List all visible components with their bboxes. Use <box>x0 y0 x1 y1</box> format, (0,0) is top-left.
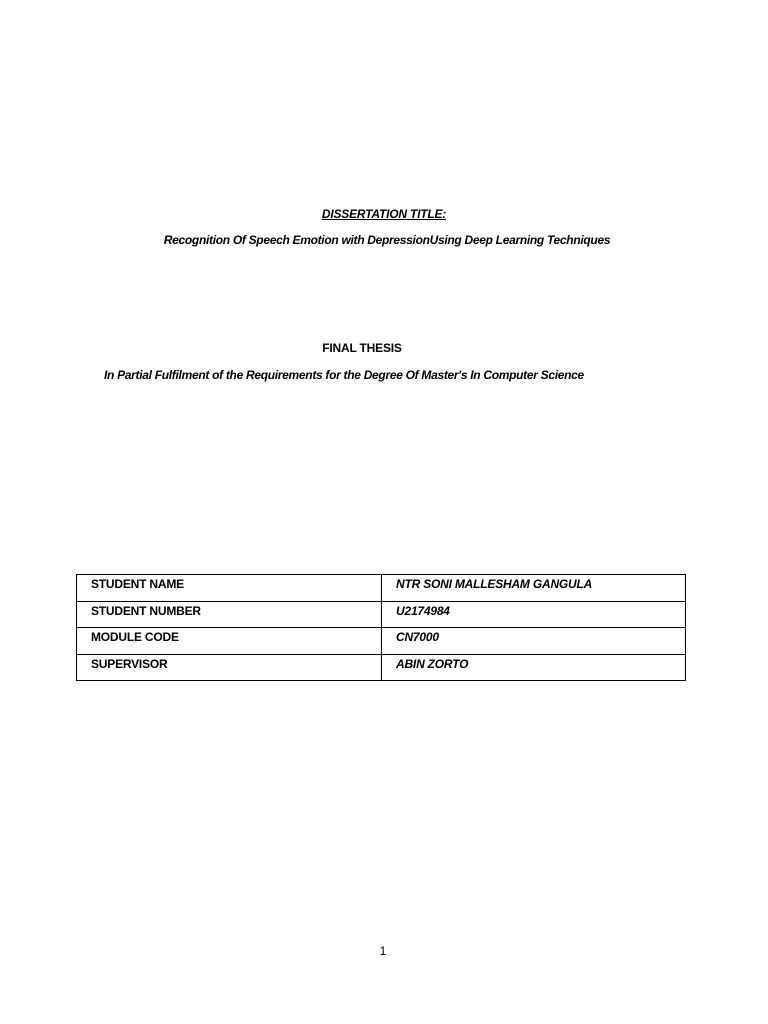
table-row <box>77 628 686 655</box>
student-number-label: STUDENT NUMBER <box>77 601 382 628</box>
page-number: 1 <box>379 944 387 958</box>
table-row <box>77 601 686 628</box>
module-code-value: CN7000 <box>382 628 686 655</box>
dissertation-title-label: DISSERTATION TITLE: <box>321 207 447 221</box>
table-row <box>77 654 686 681</box>
dissertation-title: Recognition Of Speech Emotion with DepressionUsing Deep Learning Techniques <box>163 233 611 247</box>
student-info-table <box>76 574 686 681</box>
supervisor-label: SUPERVISOR <box>77 654 382 681</box>
table-row <box>77 575 686 602</box>
fulfilment-statement: In Partial Fulfilment of the Requirements for the Degree Of Master's In Computer Science <box>104 368 584 382</box>
student-number-value: U2174984 <box>382 601 686 628</box>
supervisor-value: ABIN ZORTO <box>382 654 686 681</box>
student-name-label: STUDENT NAME <box>77 575 382 602</box>
module-code-label: MODULE CODE <box>77 628 382 655</box>
student-name-value: NTR SONI MALLESHAM GANGULA <box>382 575 686 602</box>
thesis-heading: FINAL THESIS <box>322 341 402 355</box>
